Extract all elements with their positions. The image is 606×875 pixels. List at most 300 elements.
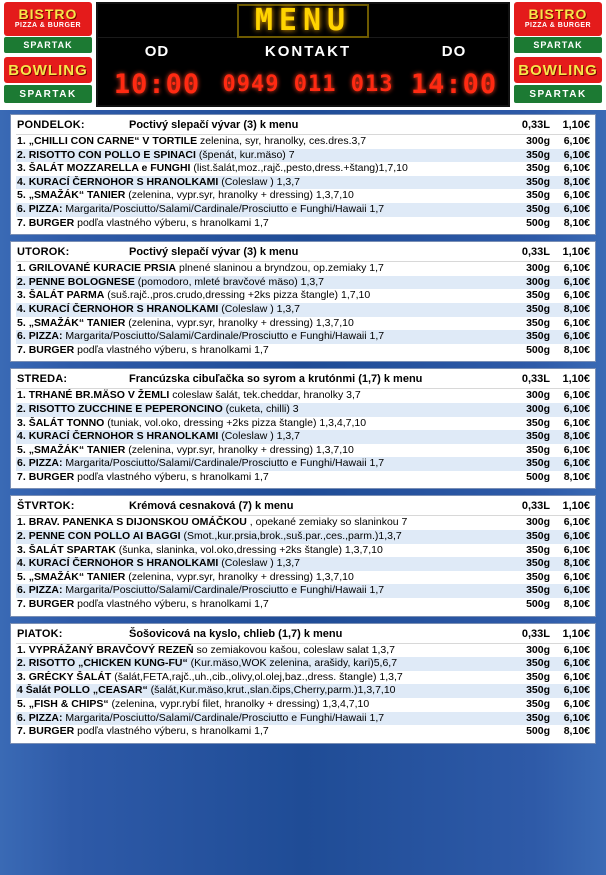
day-card [10, 114, 596, 235]
menu-item-description [17, 176, 508, 190]
menu-item-detail: (Coleslaw ) 1,3,7 [218, 430, 300, 443]
menu-item-row [16, 176, 590, 190]
day-soup-price: 1,10€ [562, 246, 590, 259]
menu-item-row [16, 135, 590, 149]
menu-item-weight: 350g [526, 175, 550, 188]
day-header [16, 118, 590, 135]
menu-item-number: 7. [17, 470, 26, 483]
menu-item-row [16, 698, 590, 712]
menu-item-row [16, 516, 590, 530]
logo-left [0, 0, 96, 110]
day-name: ŠTVRTOK: [17, 500, 75, 513]
day-header [16, 372, 590, 389]
menu-item-description [17, 544, 508, 558]
menu-item-name: ŠALÁT TONNO [28, 416, 105, 429]
menu-item-price: 6,10€ [563, 657, 590, 670]
menu-item-description [17, 289, 508, 303]
day-soup-price: 1,10€ [562, 500, 590, 513]
day-header [16, 627, 590, 644]
menu-item-price: 8,10€ [563, 470, 590, 483]
menu-item-weight: 300g [526, 516, 550, 529]
menu-item-price: 6,10€ [563, 684, 590, 697]
menu-item-description [17, 516, 508, 530]
label-od: OD [144, 42, 170, 60]
led-display-panel [96, 2, 510, 107]
menu-item-weight: 500g [526, 725, 550, 738]
menu-item-detail: (zelenina, vypr.syr, hranolky + dressing) 1,3,7,10 [125, 189, 354, 202]
bowling-logo-right: BOWLING [514, 57, 602, 83]
menu-item-weight: 300g [526, 262, 550, 275]
menu-item-detail: podľa vlastného výberu, s hranolkami 1,7 [74, 725, 269, 738]
menu-item-price: 6,10€ [563, 711, 590, 724]
bistro-logo-right-title: BISTRO [528, 6, 588, 22]
menu-item-name: VYPRÁŽANÝ BRAVČOVÝ REZEŇ [28, 643, 194, 656]
menu-item-description [17, 417, 508, 431]
menu-item-name: PIZZA: [28, 457, 63, 470]
menu-item-price: 8,10€ [563, 302, 590, 315]
menu-item-name: BURGER [28, 216, 75, 229]
menu-item-row [16, 657, 590, 671]
menu-item-number: 2. [17, 530, 26, 543]
menu-item-name: BURGER [28, 343, 75, 356]
menu-item-name: ŠALÁT SPARTAK [28, 543, 116, 556]
page-header [0, 0, 606, 110]
menu-item-number: 5. [17, 570, 26, 583]
menu-item-name: KURACÍ ČERNOHOR S HRANOLKAMI [28, 175, 219, 188]
menu-item-weight: 350g [526, 416, 550, 429]
menu-item-price: 6,10€ [563, 457, 590, 470]
menu-item-price: 6,10€ [563, 530, 590, 543]
menu-body [0, 110, 606, 756]
led-top-row [98, 4, 508, 38]
menu-item-number: 6. [17, 330, 26, 343]
menu-item-detail: (tuniak, vol.oko, dressing +2ks pizza štangle) 1,3,4,7,10 [104, 416, 367, 429]
menu-item-name: „FISH & CHIPS“ [28, 698, 109, 710]
day-soup-volume: 0,33L [521, 627, 550, 640]
menu-item-row [16, 544, 590, 558]
menu-item-row [16, 644, 590, 658]
menu-item-number: 2. [17, 657, 26, 670]
menu-item-description [17, 571, 508, 585]
menu-item-name: „SMAŽÁK“ TANIER [28, 443, 126, 456]
menu-item-row [16, 303, 590, 317]
menu-item-price: 6,10€ [563, 402, 590, 415]
label-kontakt: KONTAKT [264, 42, 352, 60]
menu-item-description [17, 149, 508, 163]
day-soup-price: 1,10€ [562, 627, 590, 640]
menu-item-number: 5. [17, 316, 26, 329]
menu-item-name: PIZZA: [28, 711, 63, 724]
menu-item-price: 6,10€ [563, 570, 590, 583]
menu-item-description [17, 644, 508, 658]
menu-item-row [16, 403, 590, 417]
menu-item-row [16, 417, 590, 431]
menu-item-weight: 350g [526, 148, 550, 161]
label-do: DO [441, 42, 467, 60]
day-soup-price: 1,10€ [562, 373, 590, 386]
menu-item-detail: (Kur.mäso,WOK zelenina, arašidy, kari)5,6,7 [187, 657, 398, 670]
menu-item-description [17, 135, 508, 149]
menu-item-weight: 350g [526, 657, 550, 670]
day-soup: Poctivý slepačí vývar (3) k menu [129, 246, 299, 259]
menu-item-number: 1. [17, 516, 26, 529]
menu-item-number: 4. [17, 175, 26, 188]
menu-item-name: KURACÍ ČERNOHOR S HRANOLKAMI [28, 557, 219, 570]
menu-item-detail: Margarita/Posciutto/Salami/Cardinale/Prosciutto e Funghi/Hawaii 1,7 [62, 330, 385, 343]
menu-item-price: 8,10€ [563, 343, 590, 356]
menu-item-row [16, 712, 590, 726]
menu-item-number: 4. [17, 430, 26, 443]
menu-item-weight: 500g [526, 216, 550, 229]
menu-item-price: 6,10€ [563, 148, 590, 161]
menu-item-name: Šalát POLLO „CEASAR“ [25, 684, 148, 697]
menu-item-number: 1. [17, 389, 26, 402]
menu-item-description [17, 698, 508, 712]
menu-item-name: BURGER [28, 598, 75, 611]
day-card [10, 623, 596, 744]
menu-item-description [17, 471, 508, 485]
day-card [10, 241, 596, 362]
menu-item-row [16, 149, 590, 163]
menu-item-weight: 300g [526, 275, 550, 288]
menu-item-name: ŠALÁT PARMA [28, 289, 105, 302]
menu-item-description [17, 598, 508, 612]
menu-item-row [16, 276, 590, 290]
menu-item-number: 3. [17, 162, 26, 175]
menu-item-price: 6,10€ [563, 584, 590, 597]
menu-item-row [16, 457, 590, 471]
spartak-label-right-bottom: SPARTAK [514, 85, 602, 103]
menu-item-description [17, 189, 508, 203]
opening-time-value: 10:00 [113, 69, 201, 100]
menu-item-name: PENNE CON POLLO AI BAGGI [28, 530, 181, 543]
menu-item-name: GRÉCKY ŠALÁT [28, 670, 112, 683]
menu-item-weight: 350g [526, 684, 550, 697]
menu-item-description [17, 217, 508, 231]
closing-time-value: 14:00 [410, 69, 498, 100]
menu-item-name: BRAV. PANENKA S DIJONSKOU OMÁČKOU [28, 516, 247, 529]
menu-item-description [17, 344, 508, 358]
menu-item-row [16, 725, 590, 739]
menu-item-number: 5. [17, 189, 26, 202]
menu-item-detail: (zelenina, vypr.rybí filet, hranolky + dressing) 1,3,4,7,10 [108, 698, 370, 710]
bistro-logo-left-subtitle: PIZZA & BURGER [14, 22, 82, 29]
menu-item-name: GRILOVANÉ KURACIE PRSIA [28, 262, 177, 275]
menu-item-row [16, 471, 590, 485]
menu-item-number: 5. [17, 443, 26, 456]
menu-item-row [16, 684, 590, 698]
menu-item-description [17, 684, 508, 698]
menu-item-price: 8,10€ [563, 216, 590, 229]
menu-item-number: 6. [17, 584, 26, 597]
menu-item-detail: (Coleslaw ) 1,3,7 [218, 557, 300, 570]
menu-item-price: 6,10€ [563, 389, 590, 402]
spartak-label-right-top: SPARTAK [514, 37, 602, 53]
menu-item-price: 6,10€ [563, 262, 590, 275]
menu-item-detail: (Coleslaw ) 1,3,7 [218, 302, 300, 315]
menu-item-price: 6,10€ [563, 135, 590, 147]
menu-item-row [16, 557, 590, 571]
menu-item-number: 4. [17, 302, 26, 315]
menu-item-detail: Margarita/Posciutto/Salami/Cardinale/Prosciutto e Funghi/Hawaii 1,7 [62, 584, 385, 597]
menu-item-weight: 350g [526, 570, 550, 583]
menu-item-weight: 350g [526, 711, 550, 724]
day-soup: Šošovicová na kyslo, chlieb (1,7) k menu [129, 627, 343, 640]
menu-item-description [17, 317, 508, 331]
menu-item-detail: (zelenina, vypr.syr, hranolky + dressing) 1,3,7,10 [125, 443, 354, 456]
menu-item-description [17, 262, 508, 276]
menu-item-detail: zelenina, syr, hranolky, ces.dres.3,7 [197, 135, 367, 147]
menu-item-detail: (pomodoro, mleté bravčové mäso) 1,3,7 [134, 275, 324, 288]
menu-item-price: 8,10€ [563, 557, 590, 570]
menu-item-name: BURGER [28, 725, 75, 738]
menu-item-price: 6,10€ [563, 289, 590, 302]
menu-item-weight: 350g [526, 202, 550, 215]
menu-item-weight: 350g [526, 316, 550, 329]
menu-item-name: „CHILLI CON CARNE“ V TORTILE [28, 135, 198, 147]
menu-item-name: KURACÍ ČERNOHOR S HRANOLKAMI [28, 302, 219, 315]
menu-item-weight: 350g [526, 430, 550, 443]
menu-item-name: ŠALÁT MOZZARELLA e FUNGHI [28, 162, 191, 175]
menu-item-number: 3. [17, 416, 26, 429]
menu-item-detail: (šunka, slaninka, vol.oko,dressing +2ks štangle) 1,3,7,10 [115, 543, 383, 556]
menu-item-weight: 350g [526, 698, 550, 710]
menu-item-description [17, 330, 508, 344]
menu-item-detail: (zelenina, vypr.syr, hranolky + dressing) 1,3,7,10 [125, 570, 354, 583]
menu-item-price: 6,10€ [563, 162, 590, 175]
menu-item-price: 6,10€ [563, 202, 590, 215]
day-name: STREDA: [17, 373, 68, 386]
menu-item-detail: (cuketa, chilli) 3 [222, 402, 299, 415]
menu-item-weight: 300g [526, 389, 550, 402]
menu-item-name: „SMAŽÁK“ TANIER [28, 189, 126, 202]
menu-item-detail: (šalát,Kur.mäso,krut.,slan.čips,Cherry,parm.)1,3,7,10 [147, 684, 396, 697]
day-header [16, 245, 590, 262]
menu-item-number: 2. [17, 148, 26, 161]
day-name: PONDELOK: [17, 119, 85, 131]
menu-item-name: RISOTTO „CHICKEN KUNG-FU“ [28, 657, 188, 670]
menu-item-weight: 350g [526, 543, 550, 556]
bistro-logo-left [4, 2, 92, 36]
day-name: UTOROK: [17, 246, 70, 259]
menu-item-weight: 350g [526, 457, 550, 470]
menu-item-name: „SMAŽÁK“ TANIER [28, 570, 126, 583]
menu-item-name: TRHANÉ BR.MÄSO V ŽEMLI [28, 389, 170, 402]
menu-item-number: 1. [17, 643, 26, 656]
menu-item-number: 7. [17, 598, 26, 611]
menu-item-detail: (list.šalát,moz.,rajč.,pesto,dress.+štang)1,7,10 [190, 162, 408, 175]
menu-item-detail: (Coleslaw ) 1,3,7 [218, 175, 300, 188]
menu-item-row [16, 189, 590, 203]
menu-item-weight: 350g [526, 302, 550, 315]
menu-item-row [16, 571, 590, 585]
menu-item-number: 6. [17, 711, 26, 724]
menu-item-detail: (zelenina, vypr.syr, hranolky + dressing) 1,3,7,10 [125, 316, 354, 329]
menu-item-number: 4. [17, 557, 26, 570]
menu-item-number: 6. [17, 457, 26, 470]
menu-item-detail: coleslaw šalát, tek.cheddar, hranolky 3,7 [169, 389, 361, 402]
menu-item-row [16, 344, 590, 358]
menu-item-weight: 350g [526, 189, 550, 202]
menu-item-description [17, 403, 508, 417]
menu-item-price: 8,10€ [563, 430, 590, 443]
menu-item-row [16, 530, 590, 544]
menu-item-weight: 300g [526, 135, 550, 147]
menu-item-price: 8,10€ [563, 175, 590, 188]
menu-item-number: 2. [17, 275, 26, 288]
menu-item-number: 3. [17, 543, 26, 556]
day-soup-volume: 0,33L [521, 119, 550, 131]
day-card [10, 368, 596, 489]
bistro-logo-left-title: BISTRO [18, 6, 78, 22]
bowling-logo-left: BOWLING [4, 57, 92, 83]
menu-item-price: 6,10€ [563, 189, 590, 202]
menu-item-name: RISOTTO CON POLLO E SPINACI [28, 148, 196, 161]
menu-item-price: 8,10€ [563, 725, 590, 738]
menu-item-weight: 350g [526, 443, 550, 456]
menu-item-number: 7. [17, 725, 26, 738]
menu-item-detail: Margarita/Posciutto/Salami/Cardinale/Prosciutto e Funghi/Hawaii 1,7 [62, 711, 385, 724]
contact-phone-value: 0949 011 013 [222, 72, 394, 97]
menu-item-weight: 500g [526, 598, 550, 611]
menu-item-row [16, 330, 590, 344]
day-soup: Poctivý slepačí vývar (3) k menu [129, 119, 299, 131]
menu-item-number: 5. [17, 698, 26, 710]
menu-item-description [17, 725, 508, 739]
menu-item-detail: , opekané zemiaky so slaninkou 7 [246, 516, 408, 529]
menu-item-weight: 500g [526, 343, 550, 356]
led-menu-title: MENU [237, 4, 369, 38]
menu-item-name: RISOTTO ZUCCHINE E PEPERONCINO [28, 402, 223, 415]
menu-item-detail: Margarita/Posciutto/Salami/Cardinale/Prosciutto e Funghi/Hawaii 1,7 [62, 457, 385, 470]
menu-item-price: 6,10€ [563, 275, 590, 288]
menu-item-name: PIZZA: [28, 202, 63, 215]
menu-item-description [17, 457, 508, 471]
menu-item-name: BURGER [28, 470, 75, 483]
spartak-label-left-bottom: SPARTAK [4, 85, 92, 103]
menu-item-number: 3. [17, 670, 26, 683]
day-soup-volume: 0,33L [521, 500, 550, 513]
menu-item-price: 6,10€ [563, 416, 590, 429]
menu-item-detail: plnené slaninou a bryndzou, op.zemiaky 1,7 [176, 262, 384, 275]
menu-item-row [16, 289, 590, 303]
menu-item-price: 6,10€ [563, 543, 590, 556]
day-soup: Francúzska cibuľačka so syrom a krutónmi (1,7) k menu [129, 373, 423, 386]
menu-item-price: 6,10€ [563, 698, 590, 710]
menu-item-row [16, 430, 590, 444]
menu-item-price: 6,10€ [563, 670, 590, 683]
menu-item-description [17, 303, 508, 317]
day-name: PIATOK: [17, 627, 63, 640]
menu-item-description [17, 203, 508, 217]
menu-item-description [17, 276, 508, 290]
menu-item-detail: podľa vlastného výberu, s hranolkami 1,7 [74, 343, 269, 356]
menu-item-weight: 350g [526, 530, 550, 543]
menu-item-name: PIZZA: [28, 330, 63, 343]
menu-item-price: 8,10€ [563, 598, 590, 611]
menu-item-row [16, 217, 590, 231]
menu-item-row [16, 203, 590, 217]
menu-item-name: PENNE BOLOGNESE [28, 275, 135, 288]
menu-item-description [17, 584, 508, 598]
menu-item-number: 6. [17, 202, 26, 215]
menu-item-weight: 350g [526, 557, 550, 570]
menu-item-detail: Margarita/Posciutto/Salami/Cardinale/Prosciutto e Funghi/Hawaii 1,7 [62, 202, 385, 215]
menu-item-row [16, 389, 590, 403]
menu-item-name: KURACÍ ČERNOHOR S HRANOLKAMI [28, 430, 219, 443]
day-header [16, 499, 590, 516]
menu-item-number: 4 [17, 684, 23, 697]
menu-item-description [17, 712, 508, 726]
menu-item-number: 1. [17, 135, 26, 147]
bistro-logo-right [514, 2, 602, 36]
menu-item-detail: (suš.rajč.,pros.crudo,dressing +2ks pizza štangle) 1,7,10 [104, 289, 371, 302]
menu-item-description [17, 444, 508, 458]
menu-item-price: 6,10€ [563, 330, 590, 343]
menu-item-detail: podľa vlastného výberu, s hranolkami 1,7 [74, 216, 269, 229]
day-soup: Krémová cesnaková (7) k menu [129, 500, 294, 513]
day-card [10, 495, 596, 616]
menu-item-description [17, 671, 508, 685]
day-soup-price: 1,10€ [562, 119, 590, 131]
menu-item-weight: 350g [526, 162, 550, 175]
menu-item-detail: (šalát,FETA,rajč.,uh.,cib.,olivy,ol.olej,baz.,dress. štangle) 1,3,7 [111, 670, 403, 683]
menu-item-description [17, 162, 508, 176]
menu-item-row [16, 671, 590, 685]
menu-item-weight: 350g [526, 584, 550, 597]
menu-item-weight: 350g [526, 670, 550, 683]
menu-item-description [17, 657, 508, 671]
menu-item-number: 3. [17, 289, 26, 302]
menu-item-name: PIZZA: [28, 584, 63, 597]
menu-item-price: 6,10€ [563, 443, 590, 456]
menu-item-weight: 350g [526, 289, 550, 302]
day-soup-volume: 0,33L [521, 246, 550, 259]
led-value-row [98, 64, 508, 105]
menu-item-weight: 300g [526, 402, 550, 415]
logo-right [510, 0, 606, 110]
menu-item-detail: podľa vlastného výberu, s hranolkami 1,7 [74, 470, 269, 483]
menu-item-number: 2. [17, 402, 26, 415]
menu-item-number: 7. [17, 216, 26, 229]
menu-item-row [16, 584, 590, 598]
menu-item-description [17, 557, 508, 571]
spartak-label-left-top: SPARTAK [4, 37, 92, 53]
menu-item-weight: 350g [526, 330, 550, 343]
bistro-logo-right-subtitle: PIZZA & BURGER [524, 22, 592, 29]
menu-item-weight: 300g [526, 643, 550, 656]
menu-item-description [17, 530, 508, 544]
menu-item-price: 6,10€ [563, 516, 590, 529]
day-soup-volume: 0,33L [521, 373, 550, 386]
menu-item-price: 6,10€ [563, 316, 590, 329]
menu-item-row [16, 162, 590, 176]
menu-item-description [17, 430, 508, 444]
menu-item-name: „SMAŽÁK“ TANIER [28, 316, 126, 329]
menu-item-row [16, 262, 590, 276]
menu-item-number: 7. [17, 343, 26, 356]
menu-item-detail: so zemiakovou kašou, coleslaw salat 1,3,7 [193, 643, 395, 656]
menu-item-number: 1. [17, 262, 26, 275]
led-label-row [98, 38, 508, 64]
menu-item-row [16, 444, 590, 458]
menu-item-row [16, 317, 590, 331]
menu-item-detail: podľa vlastného výberu, s hranolkami 1,7 [74, 598, 269, 611]
menu-item-row [16, 598, 590, 612]
menu-item-description [17, 389, 508, 403]
menu-item-detail: (špenát, kur.mäso) 7 [195, 148, 295, 161]
menu-item-price: 6,10€ [563, 643, 590, 656]
